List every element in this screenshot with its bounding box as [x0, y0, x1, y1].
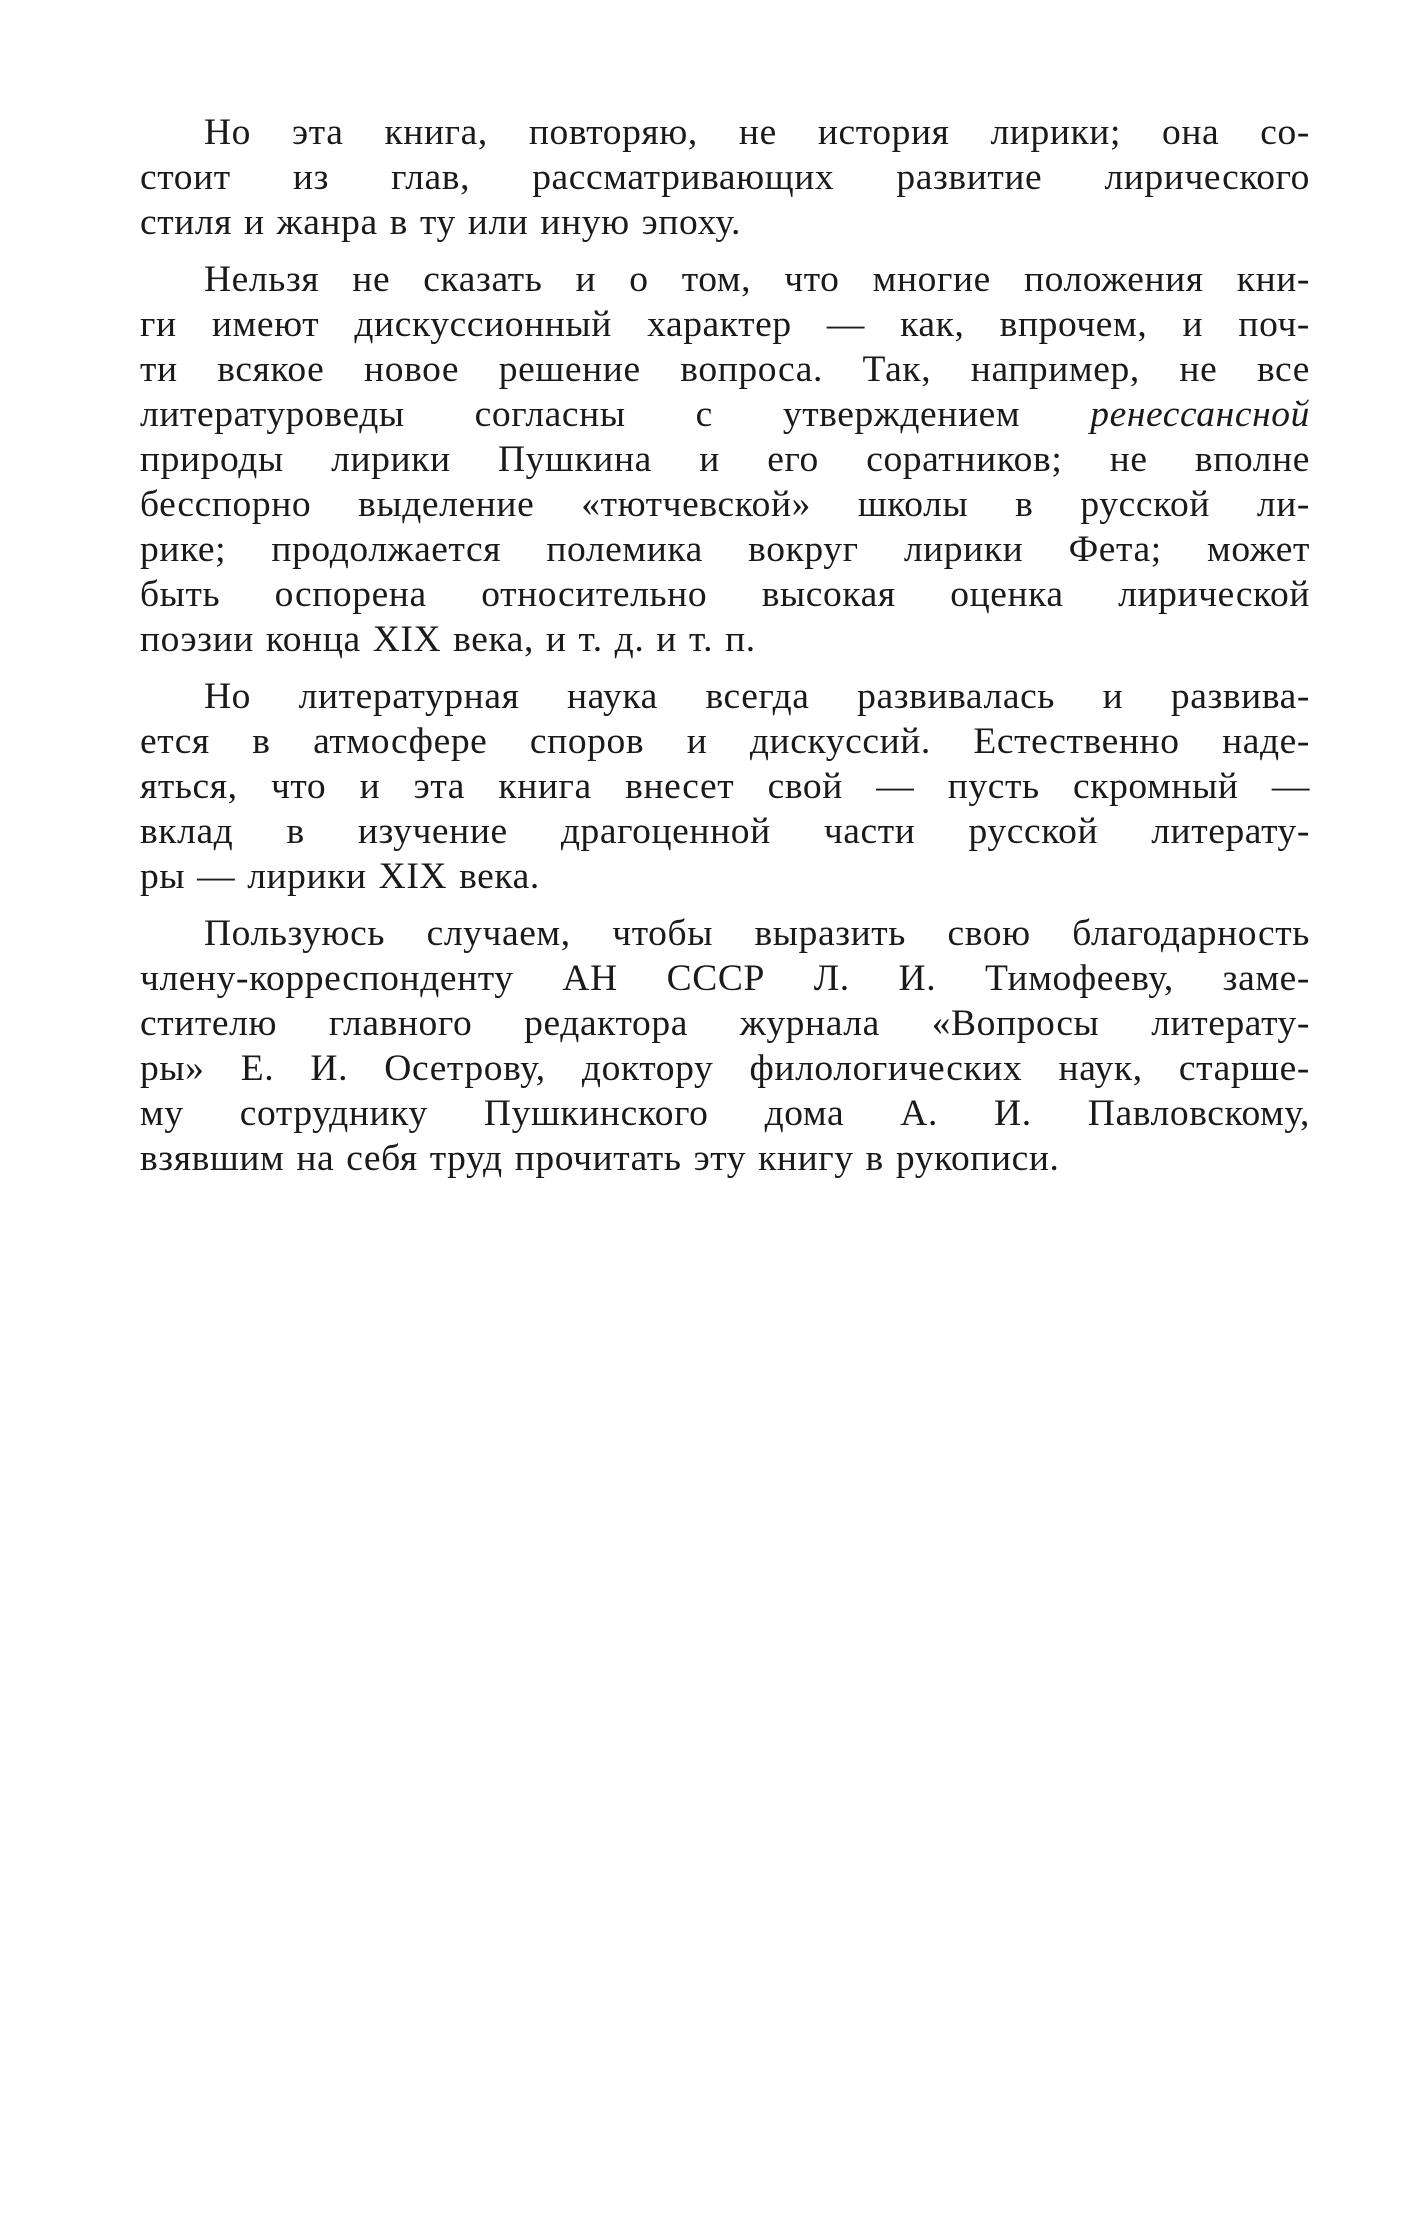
text-line: вклад в изучение драгоценной части русской литерату- — [140, 811, 1310, 852]
paragraph-1 — [140, 110, 1310, 245]
text-line: яться, что и эта книга внесет свой — пусть скромный — — [140, 766, 1310, 807]
text-line: стоит из глав, рассматривающих развитие лирического — [140, 157, 1310, 198]
paragraph-2 — [140, 257, 1310, 662]
text-line: Но литературная наука всегда развивалась и развива- — [204, 676, 1310, 717]
text-line: ры — лирики XIX века. — [140, 856, 540, 897]
text-line: природы лирики Пушкина и его соратников; не вполне — [140, 439, 1310, 480]
text-line: Нельзя не сказать и о том, что многие положения кни- — [204, 259, 1310, 300]
text-line: быть оспорена относительно высокая оценка лирической — [140, 574, 1310, 615]
text-line: стиля и жанра в ту или иную эпоху. — [140, 202, 741, 243]
text-line: Но эта книга, повторяю, не история лирики; она со- — [204, 112, 1310, 153]
text-line: рике; продолжается полемика вокруг лирики Фета; может — [140, 529, 1310, 570]
text-line-part: литературоведы согласны с утверждением — [140, 394, 1021, 435]
paragraph-3 — [140, 674, 1310, 899]
text-line: ется в атмосфере споров и дискуссий. Естественно наде- — [140, 721, 1310, 762]
text-line: члену-корреспонденту АН СССР Л. И. Тимофееву, заме- — [140, 958, 1310, 999]
text-line: поэзии конца XIX века, и т. д. и т. п. — [140, 619, 756, 660]
document-page — [140, 110, 1310, 1193]
text-line: му сотруднику Пушкинского дома А. И. Павловскому, — [140, 1093, 1310, 1134]
text-line: взявшим на себя труд прочитать эту книгу в рукописи. — [140, 1138, 1060, 1179]
text-line: стителю главного редактора журнала «Вопросы литерату- — [140, 1003, 1310, 1044]
text-line-with-italic — [140, 392, 1310, 437]
text-line: ры» Е. И. Осетрову, доктору филологических наук, старше- — [140, 1048, 1310, 1089]
text-line: бесспорно выделение «тютчевской» школы в русской ли- — [140, 484, 1310, 525]
text-line: ги имеют дискуссионный характер — как, впрочем, и поч- — [140, 304, 1310, 345]
italic-word: ренессансной — [1090, 394, 1310, 435]
text-line: ти всякое новое решение вопроса. Так, например, не все — [140, 349, 1310, 390]
text-line: Пользуюсь случаем, чтобы выразить свою благодарность — [204, 913, 1310, 954]
paragraph-4 — [140, 911, 1310, 1181]
